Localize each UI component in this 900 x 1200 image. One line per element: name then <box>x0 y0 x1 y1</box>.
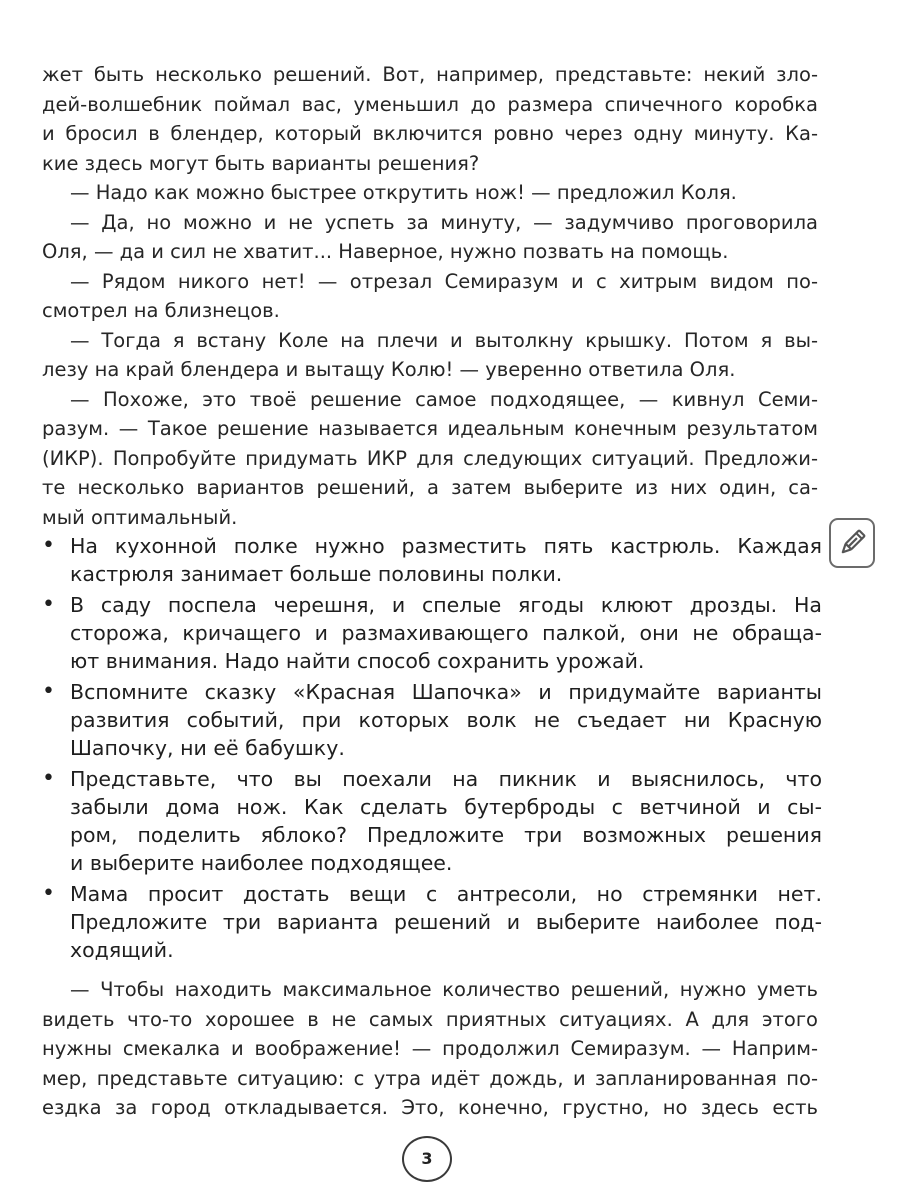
dialogue-paragraph <box>42 385 818 533</box>
text-line: Предложите три варианта решений и выберите наиболее под- <box>70 910 822 934</box>
page-number: 3 <box>402 1136 452 1182</box>
task-item <box>42 765 822 877</box>
text-line: ездка за город откладывается. Это, конечно, грустно, но здесь есть <box>42 1096 818 1119</box>
text-line: — Да, но можно и не успеть за минуту, — задумчиво проговорила <box>70 210 818 234</box>
text-line: развития событий, при которых волк не съедает ни Красную <box>70 708 822 732</box>
pencil-icon <box>829 518 875 568</box>
text-line: мер, представьте ситуацию: с утра идёт дождь, и запланированная по- <box>42 1066 818 1090</box>
bullet-dot: • <box>42 533 55 558</box>
outro-paragraph <box>42 975 818 1123</box>
text-line: — Чтобы находить максимальное количество решений, нужно уметь <box>70 978 818 1001</box>
text-line: видеть что-то хорошее в не самых приятных ситуациях. А для этого <box>42 1007 818 1031</box>
text-line: В саду поспела черешня, и спелые ягоды клюют дрозды. На <box>70 593 822 617</box>
text-line: Вспомните сказку «Красная Шапочка» и придумайте варианты <box>70 680 822 704</box>
text-line: и бросил в блендер, который включится ровно через одну минуту. Ка- <box>42 122 818 145</box>
text-line: — Надо как можно быстрее открутить нож! — предложил Коля. <box>70 181 737 204</box>
text-line: ходящий. <box>70 938 174 962</box>
text-line: ют внимания. Надо найти способ сохранить урожай. <box>70 649 645 673</box>
dialogue-paragraph <box>42 178 818 208</box>
text-line: сторожа, кричащего и размахивающего палкой, они не обраща- <box>70 621 822 645</box>
text-line: ром, поделить яблоко? Предложите три возможных решения <box>70 823 822 847</box>
text-line: те несколько вариантов решений, а затем выберите из них один, са- <box>42 476 818 499</box>
pencil-icon-graphic <box>837 528 867 558</box>
text-line: Представьте, что вы поехали на пикник и выяснилось, что <box>70 767 822 791</box>
text-line: Мама просит достать вещи с антресоли, но стремянки нет. <box>70 882 822 906</box>
text-line: кастрюля занимает больше половины полки. <box>70 562 563 586</box>
bullet-dot: • <box>42 592 55 617</box>
text-line: Оля, — да и сил не хватит... Наверное, нужно позвать на помощь. <box>42 240 729 263</box>
text-line: мый оптимальный. <box>42 505 238 529</box>
text-line: дей-волшебник поймал вас, уменьшил до размера спичечного коробка <box>42 92 818 116</box>
text-line: лезу на край блендера и вытащу Колю! — уверенно ответила Оля. <box>42 358 736 381</box>
text-line: разум. — Такое решение называется идеальным конечным результатом <box>42 417 818 440</box>
text-line: жет быть несколько решений. Вот, например, представьте: некий зло- <box>42 63 818 86</box>
text-line: (ИКР). Попробуйте придумать ИКР для следующих ситуаций. Предложи- <box>42 446 818 470</box>
intro-paragraph <box>42 60 818 178</box>
task-item <box>42 532 822 588</box>
text-line: кие здесь могут быть варианты решения? <box>42 151 480 175</box>
text-line: — Похоже, это твоё решение самое подходящее, — кивнул Семи- <box>70 387 818 411</box>
bullet-dot: • <box>42 881 55 906</box>
text-line: На кухонной полке нужно разместить пять кастрюль. Каждая <box>70 534 822 558</box>
task-item <box>42 678 822 762</box>
text-line: Шапочку, ни её бабушку. <box>70 736 345 760</box>
dialogue-paragraph <box>42 267 818 326</box>
task-item <box>42 880 822 964</box>
task-item <box>42 591 822 675</box>
bullet-dot: • <box>42 766 55 791</box>
dialogue-paragraph <box>42 208 818 267</box>
text-line: забыли дома нож. Как сделать бутерброды с ветчиной и сы- <box>70 795 822 819</box>
task-list <box>42 532 822 967</box>
text-line: — Тогда я встану Коле на плечи и вытолкну крышку. Потом я вы- <box>70 328 818 352</box>
bullet-dot: • <box>42 679 55 704</box>
text-line: смотрел на близнецов. <box>42 299 280 322</box>
dialogue-paragraph <box>42 326 818 385</box>
text-line: нужны смекалка и воображение! — продолжил Семиразум. — Наприм- <box>42 1037 818 1060</box>
text-line: и выберите наиболее подходящее. <box>70 851 453 875</box>
text-line: — Рядом никого нет! — отрезал Семиразум и с хитрым видом по- <box>70 269 818 293</box>
